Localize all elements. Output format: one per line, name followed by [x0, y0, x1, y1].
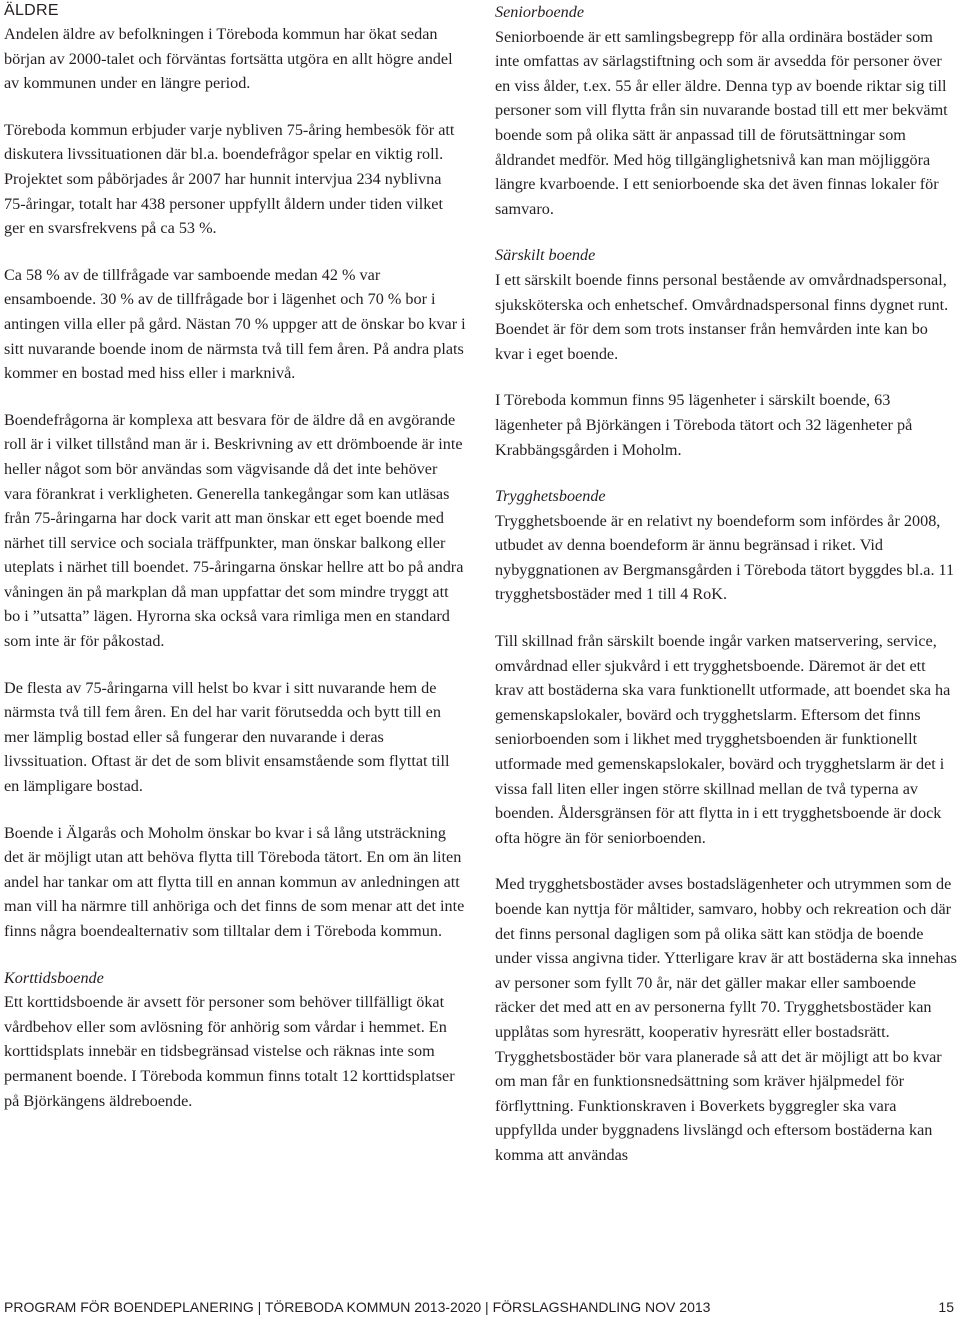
paragraph-sarskilt-boende: I ett särskilt boende finns personal bestående av omvårdnadspersonal, sjuksköterska och enhetschef. Omvårdnadspersonal finns dygnet runt. Boendet är för dem som trots instanser från hemvården inte kan bo kvar i eget boende.	[495, 270, 949, 363]
paragraph-seniorboende: Seniorboende är ett samlingsbegrepp för alla ordinära bostäder som inte omfattas av särlagstiftning och som är avsedda för personer över en viss ålder, t.ex. 55 år eller äldre. Denna typ av boende riktar sig till personer som vill flytta från sin nuvarande bostad till ett mer bekvämt boende som på olika sätt är anpassad till de förutsättningar som åldrandet medför. Med hög tillgänglighetsnivå kan man möjliggöra längre kvarboende. I ett seniorboende ska det även finnas lokaler för samvaro.	[495, 27, 948, 218]
subheading-korttidsboende: Korttidsboende	[4, 968, 104, 987]
paragraph-samboende: Ca 58 % av de tillfrågade var samboende medan 42 % var ensamboende. 30 % av de tillfrågade bor i lägenhet och 70 % bor i antingen villa eller på gård. Nästan 70 % uppger att de önskar bo kvar i sitt nuvarande boende inom de närmsta två till fem åren. På andra plats kommer en bostad med hiss eller i marknivå.	[4, 265, 466, 383]
paragraph-trygghetsboende: Trygghetsboende är en relativt ny boendeform som infördes år 2008, utbudet av denna boendeform är ännu begränsad i riket. Vid nybyggnationen av Bergmansgården i Töreboda tätort byggdes bl.a. 11 trygghetsbostäder med 1 till 4 RoK.	[495, 511, 955, 604]
left-column	[4, 0, 466, 1113]
section-heading-aldre: ÄLDRE	[4, 2, 59, 19]
paragraph-boendefragor: Boendefrågorna är komplexa att besvara för de äldre då en avgörande roll är i vilket tillstånd man är i. Beskrivning av ett drömboende är inte heller något som bör användas som vägvisande då det inte behöver vara förankrat i verkligheten. Generella tankegångar som kan utläsas från 75-åringarna har dock varit att man önskar ett eget boende med närhet till service och sociala träffpunkter, man önskar balkong eller uteplats i närhet till boendet. 75-åringarna önskar hellre att bo på andra våningen än på markplan då man uppfattar det som mindre tryggt att bo i ”utsatta” lägen. Hyrorna ska också vara rimliga men en standard som inte är för påkostad.	[4, 410, 464, 651]
paragraph-trygghetsbostader: Med trygghetsbostäder avses bostadslägenheter och utrymmen som de boende kan nyttja för måltider, samvaro, hobby och rekreation och där det finns personal dagligen som på olika sätt kan stödja de boende under vissa angivna tider. Ytterligare krav är att bostäderna ska innehas av personer som fyllt 70 år, när det gäller makar eller samboende räcker det med att en av personerna fyllt 70. Trygghetsbostäder kan upplåtas som hyresrätt, kooperativ hyresrätt eller bostadsrätt. Trygghetsbostäder bör vara planerade så att det är möjligt att bo kvar om man får en funktionsnedsättning som kräver hjälpmedel för förflyttning. Funktionskraven i Boverkets byggregler ska vara uppfyllda under byggnadens livslängd och eftersom bostäderna kan komma att användas	[495, 875, 957, 1164]
paragraph-algaras-moholm: Boende i Älgarås och Moholm önskar bo kvar i så lång utsträckning det är möjligt utan att behöva flytta till Töreboda tätort. En om än liten andel har tankar om att flytta till en annan kommun av anledningen att man vill ha närmre till anhöriga och det finns de som menar att det inte finns några boendealternativ som tilltalar dem i Töreboda kommun.	[4, 823, 465, 940]
paragraph-trygghetsboende-skillnad: Till skillnad från särskilt boende ingår varken matservering, service, omvårdnad eller sjukvård i ett trygghetsboende. Däremot är det ett krav att bostäderna ska vara funktionellt utformade, att boendet ska ha gemenskapslokaler, bovärd och trygghetslarm. Eftersom det finns seniorboenden som i likhet med trygghetsboenden är funktionellt utformade med gemenskapslokaler, bovärd och trygghetslarm är det i vissa fall liten eller ingen större skillnad mellan de två typerna av boenden. Åldersgränsen för att flytta in i ett trygghetsboende är dock ofta högre än för seniorboenden.	[495, 632, 951, 847]
paragraph-korttidsboende: Ett korttidsboende är avsett för personer som behöver tillfälligt ökat vårdbehov eller som avlösning för anhörig som vårdar i hemmet. En korttidsplats innebär en tidsbegränsad vistelse och räknas inte som permanent boende. I Töreboda kommun finns totalt 12 korttidsplatser på Björkängens äldreboende.	[4, 993, 455, 1110]
paragraph-bo-kvar: De flesta av 75-åringarna vill helst bo kvar i sitt nuvarande hem de närmsta två till fem åren. En del har varit förutsedda och bytt till en mer lämplig bostad eller så fungerar den nuvarande i deras livssituation. Oftast är det de som blivit ensamstående som flyttat till en lämpligare bostad.	[4, 678, 450, 796]
footer-text: PROGRAM FÖR BOENDEPLANERING | TÖREBODA KOMMUN 2013-2020 | FÖRSLAGSHANDLING NOV 2013	[4, 1299, 711, 1315]
paragraph-intro: Andelen äldre av befolkningen i Töreboda kommun har ökat sedan början av 2000-talet och förväntas fortsätta utgöra en allt högre andel av kommunen under en längre period.	[4, 25, 453, 93]
subheading-seniorboende: Seniorboende	[495, 3, 585, 21]
paragraph-sarskilt-boende-lagenheter: I Töreboda kommun finns 95 lägenheter i särskilt boende, 63 lägenheter på Björkängen i Töreboda tätort och 32 lägenheter på Krabbängsgården i Moholm.	[495, 391, 913, 459]
right-column	[495, 0, 957, 1168]
subheading-sarskilt-boende: Särskilt boende	[495, 246, 596, 265]
page-number: 15	[938, 1299, 954, 1315]
paragraph-hembesok: Töreboda kommun erbjuder varje nybliven 75-åring hembesök för att diskutera livssituationen där bl.a. boendefrågor spelar en viktig roll. Projektet som påbörjades år 2007 har hunnit intervjua 234 nyblivna 75-åringar, totalt har 438 personer uppfyllt åldern under tiden vilket ger en svarsfrekvens på ca 53 %.	[4, 120, 455, 238]
subheading-trygghetsboende: Trygghetsboende	[495, 487, 606, 506]
